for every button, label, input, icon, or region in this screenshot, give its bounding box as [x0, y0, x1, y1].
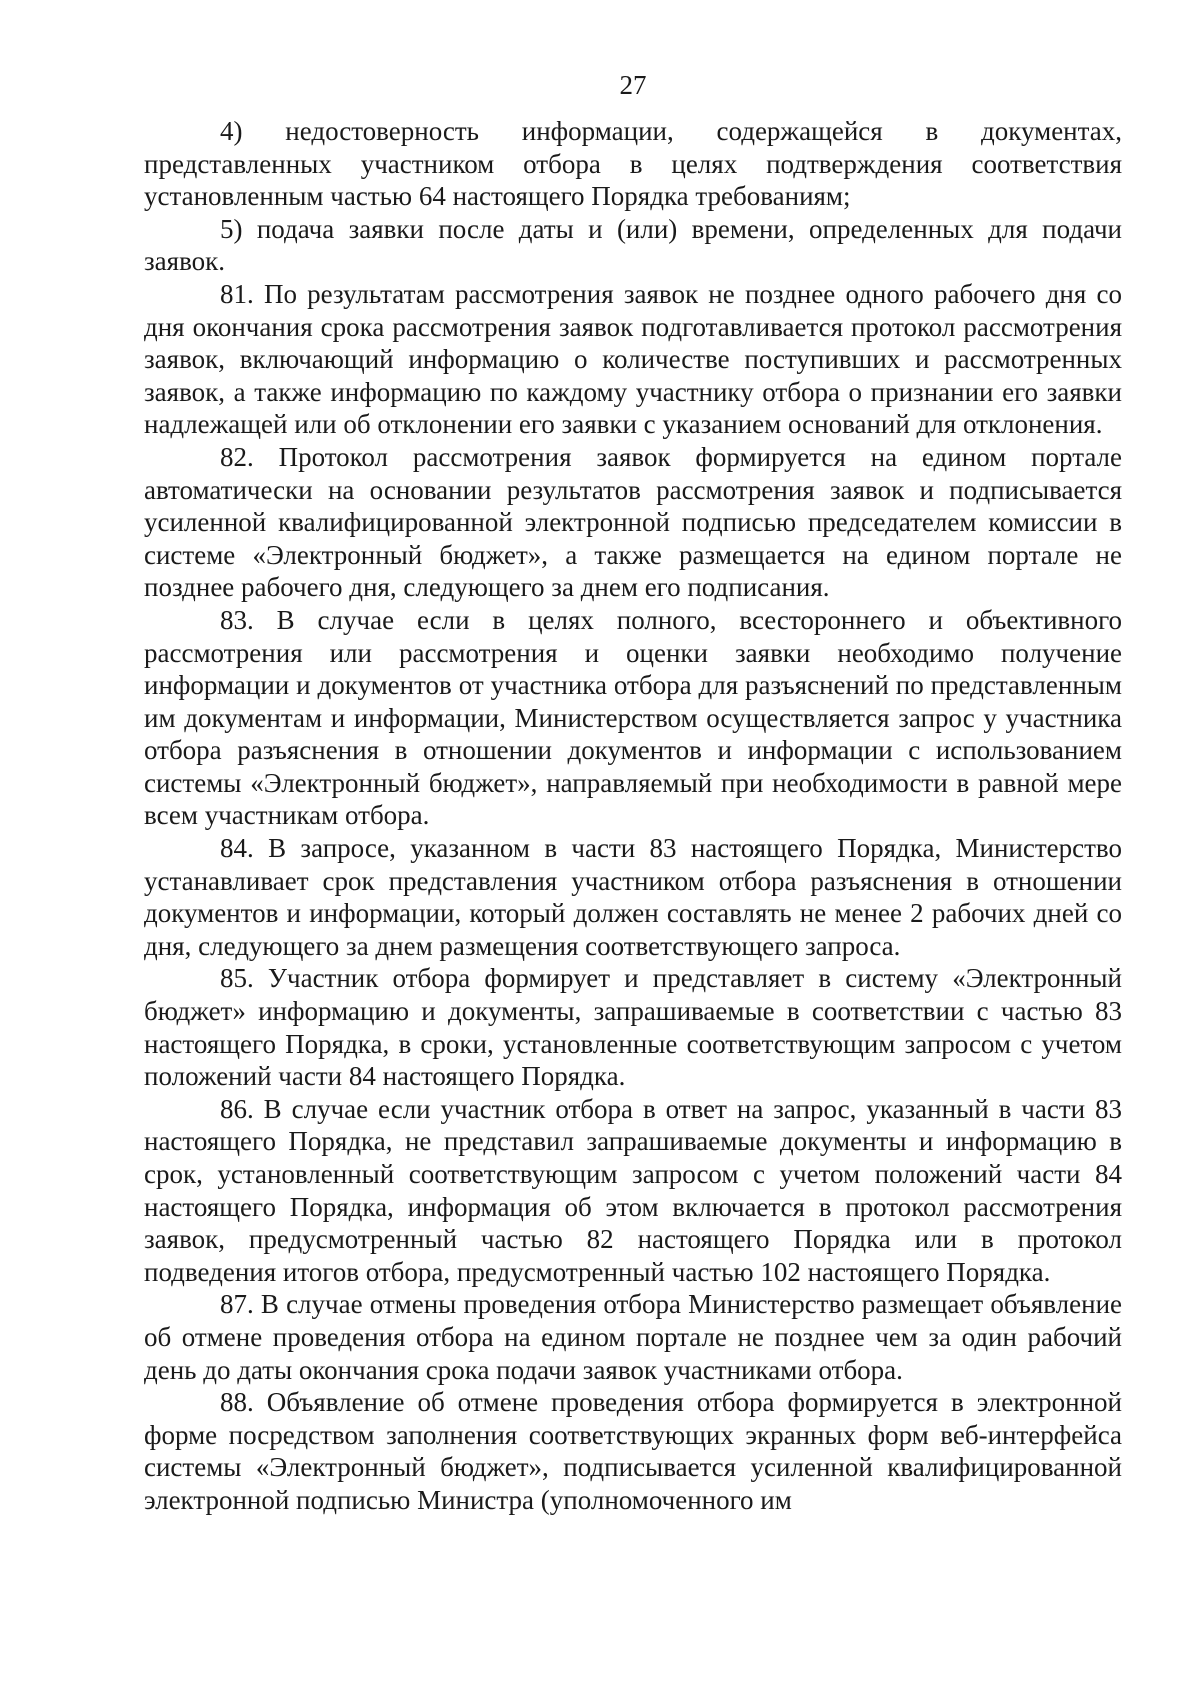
paragraph-81: 81. По результатам рассмотрения заявок не позднее одного рабочего дня со дня окончания срока рассмотрения заявок подготавливается протокол рассмотрения заявок, включающий информацию о количестве поступивших и рассмотренных заявок, а также информацию по каждому участнику отбора о признании его заявки надлежащей или об отклонении его заявки с указанием оснований для отклонения.	[144, 278, 1122, 440]
paragraph-84: 84. В запросе, указанном в части 83 настоящего Порядка, Министерство устанавливает срок представления участником отбора разъяснения в отношении документов и информации, который должен составлять не менее 2 рабочих дней со дня, следующего за днем размещения соответствующего запроса.	[144, 833, 1122, 961]
paragraph-item-4: 4) недостоверность информации, содержащейся в документах, представленных участником отбора в целях подтверждения соответствия установленным частью 64 настоящего Порядка требованиям;	[144, 116, 1122, 212]
paragraph-item-5: 5) подача заявки после даты и (или) времени, определенных для подачи заявок.	[144, 213, 1122, 277]
document-body	[144, 115, 1122, 1517]
paragraph-88: 88. Объявление об отмене проведения отбора формируется в электронной форме посредством заполнения соответствующих экранных форм веб-интерфейса системы «Электронный бюджет», подписывается усиленной квалифицированной электронной подписью Министра (уполномоченного им	[144, 1387, 1122, 1515]
paragraph-86: 86. В случае если участник отбора в ответ на запрос, указанный в части 83 настоящего Порядка, не представил запрашиваемые документы и информацию в срок, установленный соответствующим запросом с учетом положений части 84 настоящего Порядка, информация об этом включается в протокол рассмотрения заявок, предусмотренный частью 82 настоящего Порядка или в протокол подведения итогов отбора, предусмотренный частью 102 настоящего Порядка.	[144, 1093, 1122, 1287]
paragraph-87: 87. В случае отмены проведения отбора Министерство размещает объявление об отмене проведения отбора на едином портале не позднее чем за один рабочий день до даты окончания срока подачи заявок участниками отбора.	[144, 1289, 1122, 1385]
paragraph-83: 83. В случае если в целях полного, всестороннего и объективного рассмотрения или рассмотрения и оценки заявки необходимо получение информации и документов от участника отбора для разъяснений по представленным им документам и информации, Министерством осуществляется запрос у участника отбора разъяснения в отношении документов и информации с использованием системы «Электронный бюджет», направляемый при необходимости в равной мере всем участникам отбора.	[144, 604, 1122, 831]
paragraph-82: 82. Протокол рассмотрения заявок формируется на едином портале автоматически на основании результатов рассмотрения заявок и подписывается усиленной квалифицированной электронной подписью председателем комиссии в системе «Электронный бюджет», а также размещается на едином портале не позднее рабочего дня, следующего за днем его подписания.	[144, 441, 1122, 603]
paragraph-85: 85. Участник отбора формирует и представляет в систему «Электронный бюджет» информацию и документы, запрашиваемые в соответствии с частью 83 настоящего Порядка, в сроки, установленные соответствующим запросом с учетом положений части 84 настоящего Порядка.	[144, 963, 1122, 1092]
page-number: 27	[619, 70, 647, 100]
